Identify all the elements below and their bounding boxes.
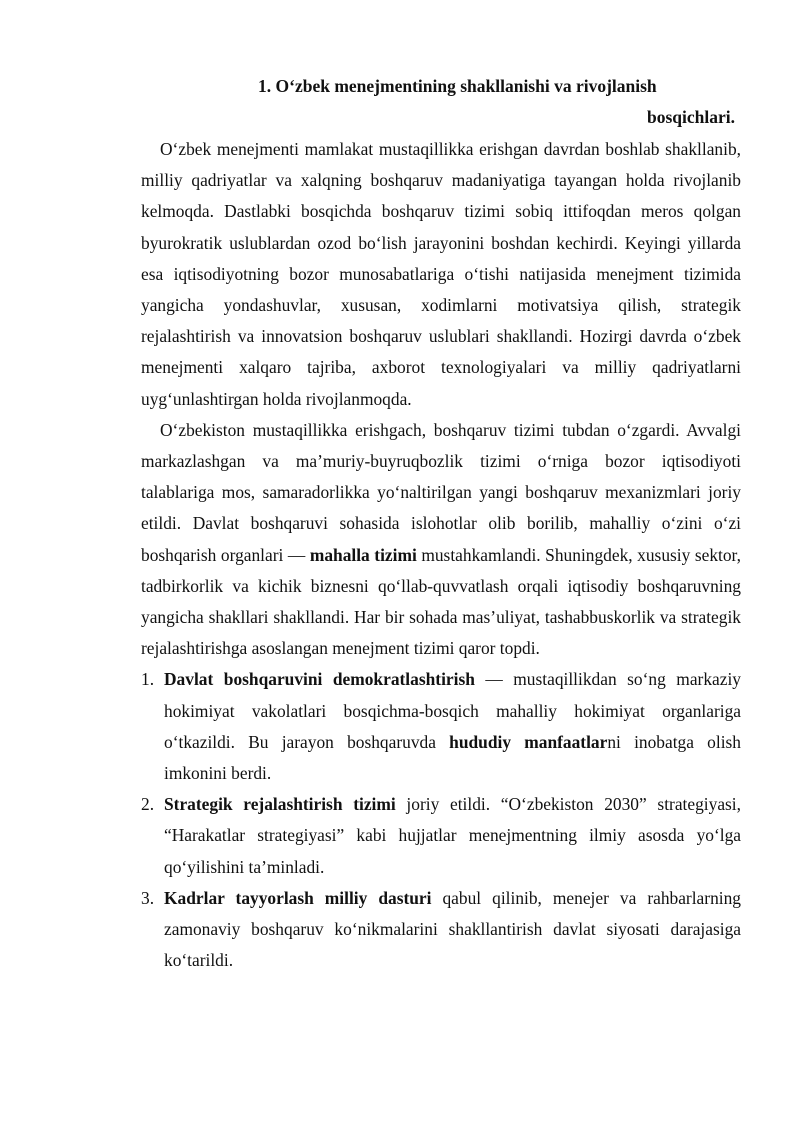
list-item-bold-term-2: hududiy manfaatlar (449, 731, 608, 752)
document-body (141, 134, 741, 976)
list-item-text-2: ni inobatga olish imkonini berdi. (164, 731, 742, 784)
paragraph-independence-text-after: mustahkamlandi. Shuningdek, xususiy sektor, tadbirkorlik va kichik biznesni qo‘llab-quvvatlash orqali iqtisodiy boshqaruvning yangicha shakllari shakllandi. Har bir sohada mas’uliyat, tashabbuskorlik va strategik rejalashtirishga asoslangan menejment tizimi qaror topdi. (141, 544, 742, 659)
mahalla-tizimi-emphasis: mahalla tizimi (309, 544, 417, 565)
paragraph-intro: O‘zbek menejmenti mamlakat mustaqillikka erishgan davrdan boshlab shakllanib, milliy qadriyatlar va xalqning boshqaruv madaniyatiga tayangan holda rivojlanib kelmoqda. Dastlabki bosqichda boshqaruv tizimi sobiq ittifoqdan meros qolgan byurokratik uslublardan ozod bo‘lish jarayonini boshdan kechirdi. Keyingi yillarda esa iqtisodiyotning bozor munosabatlariga o‘tishi natijasida menejment tizimida yangicha yondashuvlar, xususan, xodimlarni motivatsiya qilish, strategik rejalashtirish va innovatsion boshqaruv uslublari shakllandi. Hozirgi davrda o‘zbek menejmenti xalqaro tajriba, axborot texnologiyalari va milliy qadriyatlarni uyg‘unlashtirgan holda rivojlanmoqda. (141, 139, 741, 409)
list-item-text: — mustaqillikdan so‘ng markaziy hokimiyat vakolatlari bosqichma-bosqich mahalliy hokimiyat organlariga o‘tkazildi. Bu jarayon boshqaruvda (164, 669, 741, 752)
paragraph-independence-text-before: O‘zbekiston mustaqillikka erishgach, boshqaruv tizimi tubdan o‘zgardi. Avvalgi markazlashgan va ma’muriy-buyruqbozlik tizimi o‘rniga bozor iqtisodiyoti talablariga mos, samaradorlikka yo‘naltirilgan yangi boshqaruv mexanizmlari joriy etildi. Davlat boshqaruvi sohasida islohotlar olib borilib, mahalliy o‘zini o‘zi boshqarish organlari — (141, 419, 741, 565)
list-item (141, 664, 741, 789)
list-item-text: qabul qilinib, menejer va rahbarlarning zamonaviy boshqaruv ko‘nikmalarini shakllantirish davlat siyosati darajasiga ko‘tarildi. (164, 887, 741, 971)
list-item-bold-term: Davlat boshqaruvini demokratlashtirish (164, 669, 475, 690)
list-item-bold-term: Strategik rejalashtirish tizimi (164, 794, 396, 815)
list-item (141, 883, 741, 977)
heading-line-2: bosqichlari. (646, 107, 735, 127)
list-item-bold-term: Kadrlar tayyorlash milliy dasturi (164, 887, 432, 908)
list-item-text: joriy etildi. “O‘zbekiston 2030” strategiyasi, “Harakatlar strategiyasi” kabi hujjatlar menejmentning ilmiy asosda yo‘lga qo‘yilishini ta’minladi. (164, 794, 741, 877)
list-item (141, 789, 741, 883)
paragraph-independence (141, 415, 741, 665)
heading-line-1: 1. O‘zbek menejmentining shakllanishi va rivojlanish (258, 76, 657, 96)
list-item-number: 2. (141, 794, 155, 815)
list-item-number: 3. (141, 887, 155, 908)
section-heading (140, 71, 740, 133)
reforms-list (141, 664, 741, 976)
list-item-number: 1. (141, 669, 155, 690)
